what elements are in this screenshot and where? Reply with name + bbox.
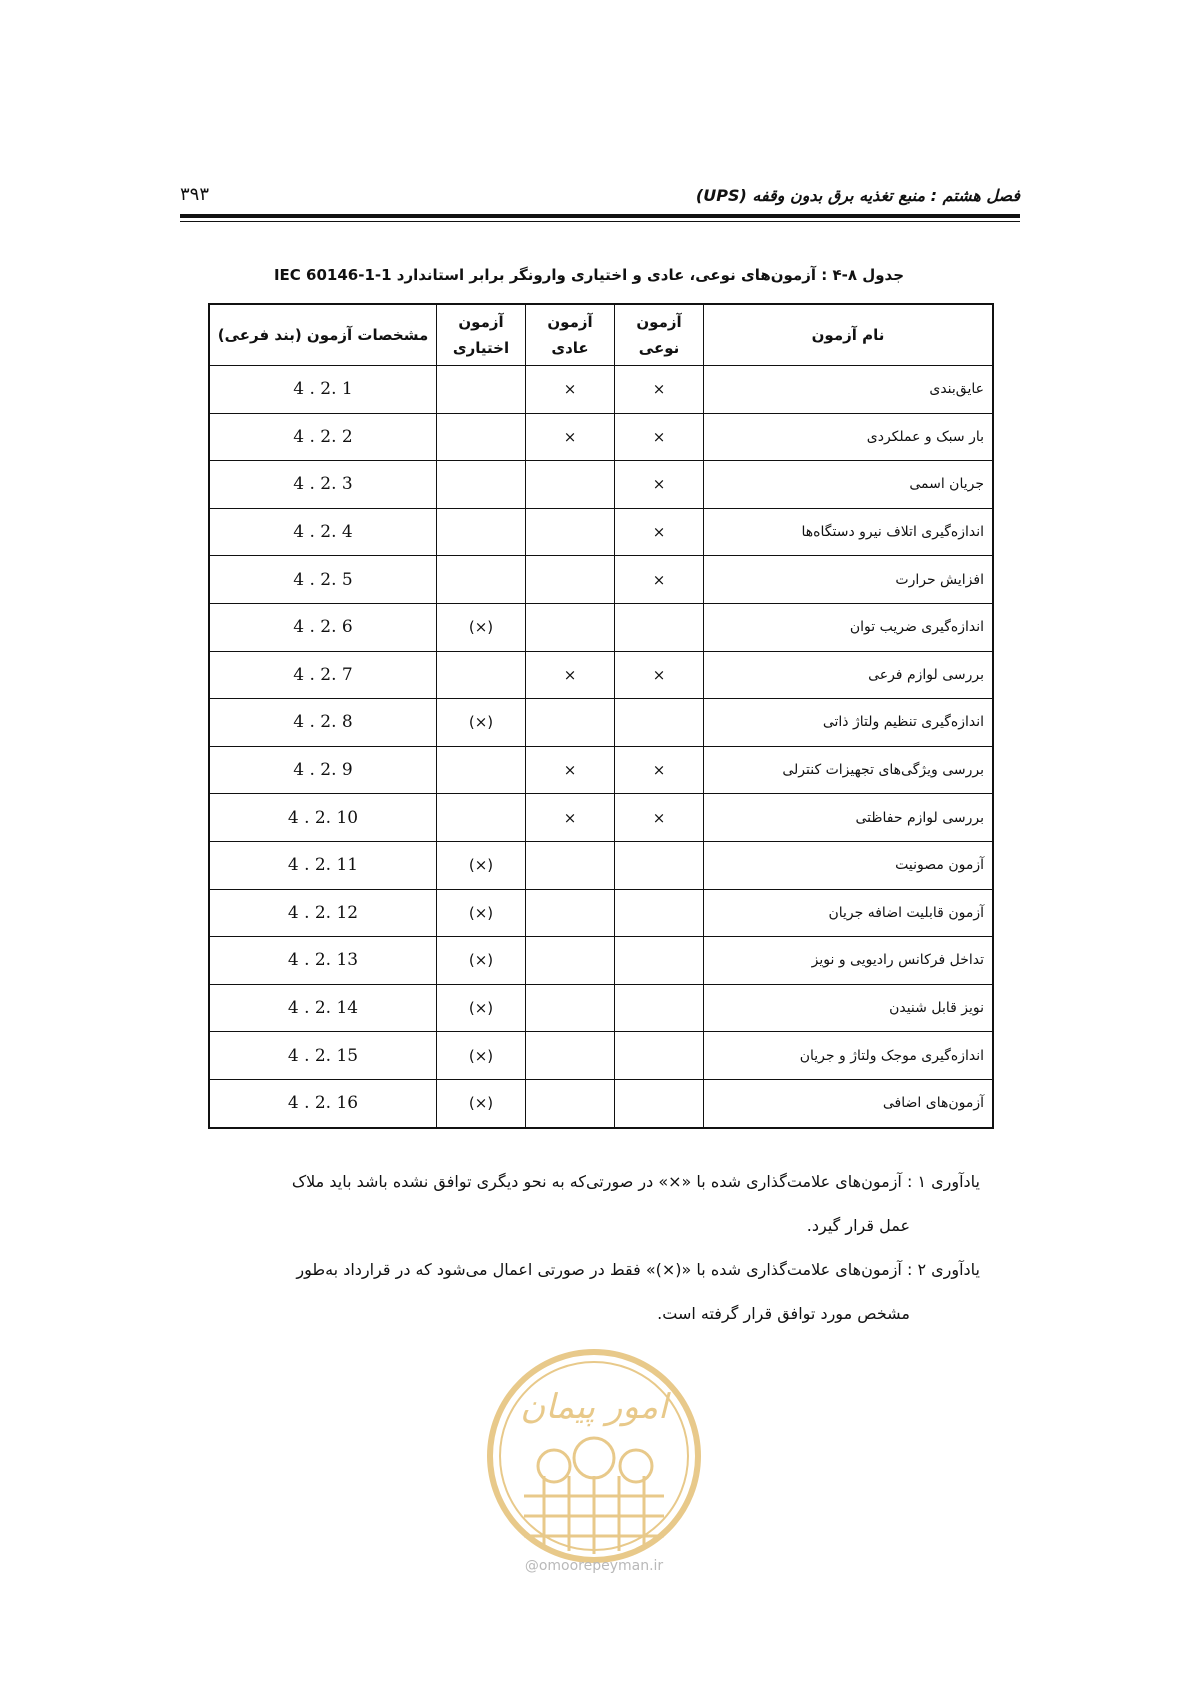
cell-test-spec: 4 . 2. 12 (209, 889, 437, 937)
cell-routine-test: × (526, 746, 615, 794)
header-test-name: نام آزمون (704, 304, 994, 366)
table-caption: جدول ۸-۴ : آزمون‌های نوعی، عادی و اختیاری وارونگر برابر استاندارد IEC 60146-1-1 (273, 266, 905, 284)
cell-test-name: تداخل فرکانس رادیویی و نویز (704, 937, 994, 985)
cell-routine-test (526, 461, 615, 509)
cell-optional-test: (×) (437, 1032, 526, 1080)
watermark-url: @omoorepeyman.ir (524, 1558, 664, 1574)
header-rule-thin (180, 221, 1020, 222)
cell-routine-test: × (526, 366, 615, 414)
cell-test-spec: 4 . 2. 8 (209, 699, 437, 747)
cell-test-name: آزمون مصونیت (704, 841, 994, 889)
cell-test-spec: 4 . 2. 15 (209, 1032, 437, 1080)
header-type-line2: نوعی (638, 339, 680, 357)
table-row (209, 413, 993, 461)
table-row (209, 937, 993, 985)
cell-test-name: افزایش حرارت (704, 556, 994, 604)
cell-routine-test: × (526, 413, 615, 461)
cell-optional-test (437, 794, 526, 842)
cell-routine-test (526, 937, 615, 985)
cell-test-spec: 4 . 2. 5 (209, 556, 437, 604)
cell-test-spec: 4 . 2. 3 (209, 461, 437, 509)
cell-test-spec: 4 . 2. 4 (209, 508, 437, 556)
cell-test-name: جریان اسمی (704, 461, 994, 509)
page-number: ۳۹۳ (180, 184, 210, 205)
table-row (209, 699, 993, 747)
table-body (209, 366, 993, 1128)
table-row (209, 889, 993, 937)
header-routine-line2: عادی (551, 339, 589, 357)
cell-optional-test: (×) (437, 603, 526, 651)
cell-test-name: آزمون‌های اضافی (704, 1079, 994, 1127)
cell-routine-test: × (526, 794, 615, 842)
cell-routine-test (526, 1032, 615, 1080)
cell-test-spec: 4 . 2. 10 (209, 794, 437, 842)
table-row (209, 1032, 993, 1080)
cell-test-spec: 4 . 2. 9 (209, 746, 437, 794)
note-2-line-1: یادآوری ۲ : آزمون‌های علامت‌گذاری شده با «(×)» فقط در صورتی اعمال می‌شود که در قرارداد به‌طور (296, 1260, 980, 1279)
tests-table (208, 303, 994, 1129)
cell-type-test: × (615, 746, 704, 794)
table-row (209, 556, 993, 604)
cell-type-test: × (615, 413, 704, 461)
chapter-title: فصل هشتم : منبع تغذیه برق بدون وقفه (UPS) (695, 186, 1020, 205)
header-routine-test (526, 304, 615, 366)
table-row (209, 794, 993, 842)
cell-test-spec: 4 . 2. 1 (209, 366, 437, 414)
cell-type-test (615, 841, 704, 889)
cell-routine-test (526, 699, 615, 747)
watermark-logo (484, 1346, 704, 1566)
header-rule-thick (180, 214, 1020, 218)
table-row (209, 603, 993, 651)
cell-test-name: بار سبک و عملکردی (704, 413, 994, 461)
cell-type-test (615, 1032, 704, 1080)
table-row (209, 1079, 993, 1127)
cell-test-name: بررسی لوازم فرعی (704, 651, 994, 699)
cell-optional-test (437, 556, 526, 604)
cell-optional-test: (×) (437, 841, 526, 889)
cell-optional-test (437, 651, 526, 699)
cell-type-test (615, 984, 704, 1032)
table-row (209, 841, 993, 889)
cell-routine-test (526, 984, 615, 1032)
cell-type-test (615, 699, 704, 747)
page-header (180, 176, 1020, 216)
cell-type-test: × (615, 651, 704, 699)
cell-test-name: نویز قابل شنیدن (704, 984, 994, 1032)
cell-test-name: بررسی ویژگی‌های تجهیزات کنترلی (704, 746, 994, 794)
cell-test-spec: 4 . 2. 2 (209, 413, 437, 461)
cell-type-test (615, 1079, 704, 1127)
cell-test-name: اندازه‌گیری ضریب توان (704, 603, 994, 651)
note-1-line-2: عمل قرار گیرد. (806, 1216, 910, 1235)
cell-optional-test: (×) (437, 699, 526, 747)
table-header-row (209, 304, 993, 366)
header-type-test (615, 304, 704, 366)
header-optional-line2: اختیاری (452, 339, 510, 357)
table-row (209, 984, 993, 1032)
cell-test-name: آزمون قابلیت اضافه جریان (704, 889, 994, 937)
header-optional-test (437, 304, 526, 366)
table-row (209, 746, 993, 794)
cell-optional-test (437, 366, 526, 414)
cell-type-test (615, 937, 704, 985)
table-row (209, 651, 993, 699)
cell-optional-test (437, 508, 526, 556)
cell-optional-test (437, 746, 526, 794)
cell-test-name: بررسی لوازم حفاظتی (704, 794, 994, 842)
cell-optional-test: (×) (437, 984, 526, 1032)
cell-routine-test (526, 603, 615, 651)
cell-optional-test: (×) (437, 937, 526, 985)
cell-type-test: × (615, 366, 704, 414)
notes-section (180, 1160, 980, 1336)
header-test-spec: مشخصات آزمون (بند فرعی) (209, 304, 437, 366)
cell-optional-test (437, 461, 526, 509)
cell-routine-test (526, 889, 615, 937)
cell-routine-test (526, 508, 615, 556)
cell-test-name: اندازه‌گیری تنظیم ولتاژ ذاتی (704, 699, 994, 747)
cell-test-name: اندازه‌گیری اتلاف نیرو دستگاه‌ها (704, 508, 994, 556)
note-1 (180, 1160, 980, 1248)
cell-test-name: عایق‌بندی (704, 366, 994, 414)
cell-type-test: × (615, 794, 704, 842)
table-row (209, 508, 993, 556)
cell-optional-test: (×) (437, 1079, 526, 1127)
note-2 (180, 1248, 980, 1336)
cell-optional-test (437, 413, 526, 461)
cell-type-test: × (615, 461, 704, 509)
header-type-line1: آزمون (636, 313, 682, 331)
cell-routine-test (526, 556, 615, 604)
cell-test-spec: 4 . 2. 7 (209, 651, 437, 699)
cell-routine-test: × (526, 651, 615, 699)
cell-type-test: × (615, 556, 704, 604)
cell-test-spec: 4 . 2. 11 (209, 841, 437, 889)
cell-routine-test (526, 1079, 615, 1127)
table-row (209, 366, 993, 414)
cell-test-spec: 4 . 2. 13 (209, 937, 437, 985)
cell-type-test: × (615, 508, 704, 556)
watermark-logo-text: امور پیمان (520, 1387, 668, 1427)
cell-optional-test: (×) (437, 889, 526, 937)
note-2-line-2: مشخص مورد توافق قرار گرفته است. (657, 1304, 910, 1323)
header-routine-line1: آزمون (547, 313, 593, 331)
cell-test-spec: 4 . 2. 6 (209, 603, 437, 651)
cell-test-spec: 4 . 2. 16 (209, 1079, 437, 1127)
table-row (209, 461, 993, 509)
note-1-line-1: یادآوری ۱ : آزمون‌های علامت‌گذاری شده با «×» در صورتی‌که به نحو دیگری توافق نشده باشد باید ملاک (291, 1172, 980, 1191)
cell-type-test (615, 889, 704, 937)
cell-test-spec: 4 . 2. 14 (209, 984, 437, 1032)
header-optional-line1: آزمون (458, 313, 504, 331)
cell-routine-test (526, 841, 615, 889)
cell-type-test (615, 603, 704, 651)
cell-test-name: اندازه‌گیری موجک ولتاژ و جریان (704, 1032, 994, 1080)
